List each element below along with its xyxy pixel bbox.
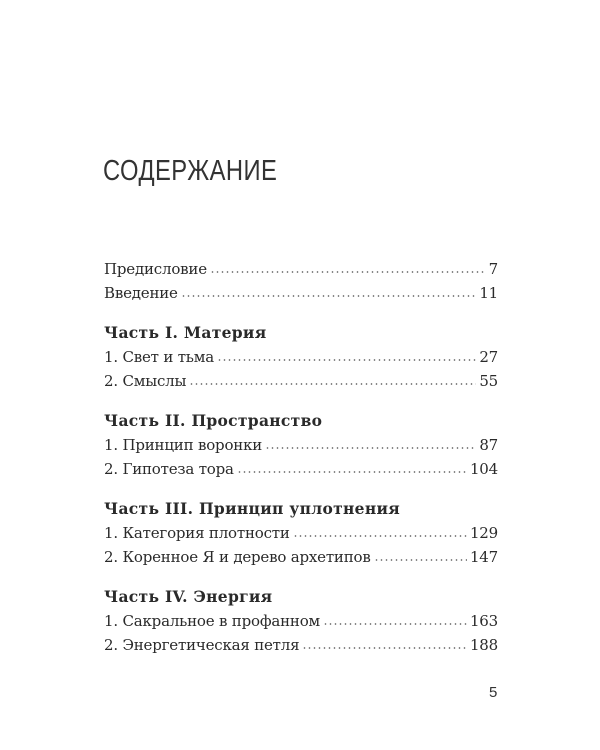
dot-leader: [374, 559, 467, 561]
table-of-contents: [104, 257, 498, 673]
entry-label: Предисловие: [104, 260, 207, 278]
dot-leader: [237, 471, 467, 473]
toc-entry[interactable]: [104, 609, 498, 633]
dot-leader: [181, 295, 477, 297]
toc-entry[interactable]: [104, 521, 498, 545]
toc-entry[interactable]: [104, 633, 498, 657]
entry-label: 1. Сакральное в профанном: [104, 612, 321, 630]
dot-leader: [189, 383, 476, 385]
entry-label: 2. Энергетическая петля: [104, 636, 300, 654]
part-heading[interactable]: Часть II. Пространство: [104, 411, 323, 430]
toc-entry[interactable]: [104, 257, 498, 281]
entry-label: 2. Гипотеза тора: [104, 460, 234, 478]
entry-label: 1. Принцип воронки: [104, 436, 263, 454]
entry-label: 2. Смыслы: [104, 372, 187, 390]
dot-leader: [302, 647, 467, 649]
dot-leader: [210, 271, 486, 273]
entry-label: 1. Категория плотности: [104, 524, 290, 542]
dot-leader: [323, 623, 467, 625]
entry-label: Введение: [104, 284, 178, 302]
toc-entry[interactable]: [104, 369, 498, 393]
entry-page: 163: [469, 612, 498, 630]
entry-label: 1. Свет и тьма: [104, 348, 214, 366]
entry-page: 129: [469, 524, 498, 542]
part-heading[interactable]: Часть I. Материя: [104, 323, 267, 342]
dot-leader: [217, 359, 476, 361]
entry-page: 11: [479, 284, 498, 302]
toc-entry[interactable]: [104, 545, 498, 569]
toc-entry[interactable]: [104, 457, 498, 481]
page-number: 5: [489, 684, 498, 701]
entry-page: 104: [469, 460, 498, 478]
dot-leader: [293, 535, 467, 537]
entry-page: 147: [469, 548, 498, 566]
entry-page: 87: [479, 436, 498, 454]
entry-page: 27: [479, 348, 498, 366]
page-title: СОДЕРЖАНИЕ: [103, 155, 278, 187]
front-matter: [104, 257, 498, 305]
part-2: [104, 409, 498, 481]
part-heading[interactable]: Часть III. Принцип уплотнения: [104, 499, 401, 518]
entry-page: 55: [479, 372, 498, 390]
toc-entry[interactable]: [104, 281, 498, 305]
part-heading[interactable]: Часть IV. Энергия: [104, 587, 273, 606]
part-4: [104, 585, 498, 657]
part-1: [104, 321, 498, 393]
toc-entry[interactable]: [104, 345, 498, 369]
entry-page: 7: [488, 260, 498, 278]
toc-entry[interactable]: [104, 433, 498, 457]
dot-leader: [265, 447, 476, 449]
entry-label: 2. Коренное Я и дерево архетипов: [104, 548, 371, 566]
entry-page: 188: [469, 636, 498, 654]
part-3: [104, 497, 498, 569]
